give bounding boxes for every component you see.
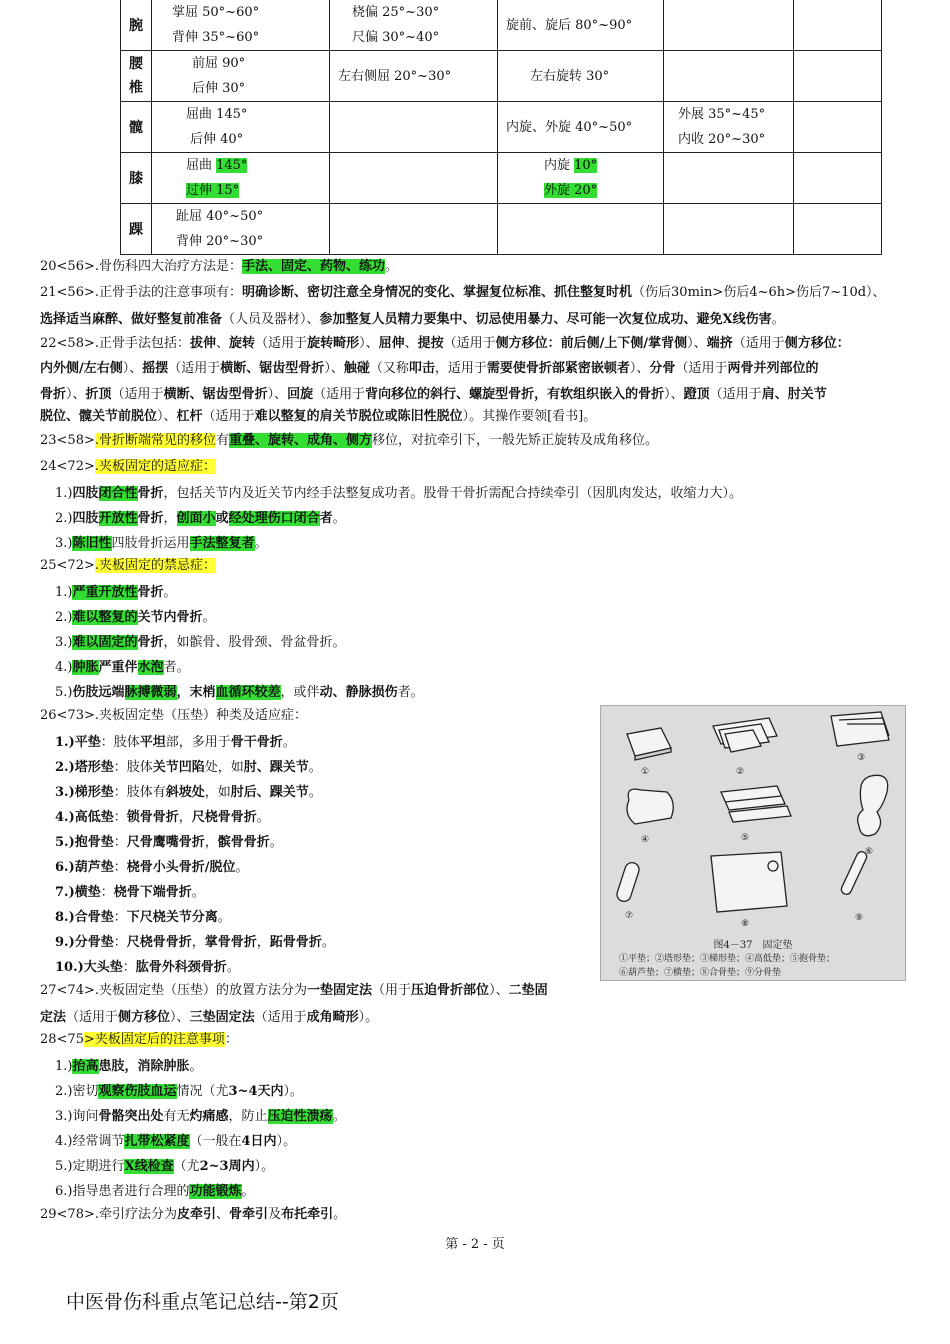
- range-cell: 掌屈 50°~60° 背伸 35°~60°: [152, 0, 330, 51]
- svg-text:⑨: ⑨: [855, 913, 864, 923]
- range-cell: [330, 153, 498, 204]
- note-26-item-8: 8.)合骨垫：下尺桡关节分离。: [55, 910, 231, 925]
- range-cell: [498, 204, 664, 255]
- note-28-item-1: 1.)抬高患肢，消除肿胀。: [55, 1059, 203, 1074]
- svg-text:③: ③: [857, 753, 866, 763]
- svg-text:⑦: ⑦: [625, 911, 634, 921]
- range-cell: [664, 51, 794, 102]
- table-row: [121, 0, 882, 51]
- note-24-item-2: 2.)四肢开放性骨折，创面小或经处理伤口闭合者。: [55, 511, 346, 526]
- note-26-item-4: 4.)高低垫：锁骨骨折，尺桡骨骨折。: [55, 810, 270, 825]
- note-21-line-2: 选择适当麻醉、做好整复前准备（人员及器材）、参加整复人员精力要集中、切忌使用暴力、尽可能一次复位成功、避免X线伤害。: [40, 312, 785, 327]
- joint-cell: 髋: [121, 102, 152, 153]
- svg-text:④: ④: [641, 835, 650, 845]
- page-number: 第 - 2 - 页: [445, 1237, 505, 1252]
- note-26-item-9: 9.)分骨垫：尺桡骨骨折，掌骨骨折，跖骨骨折。: [55, 935, 335, 950]
- range-cell: 前屈 90° 后伸 30°: [152, 51, 330, 102]
- joint-cell: 腰 椎: [121, 51, 152, 102]
- table-row: [121, 153, 882, 204]
- range-cell: [664, 153, 794, 204]
- note-28-title: 28<75>夹板固定后的注意事项：: [40, 1032, 238, 1047]
- range-cell: [330, 204, 498, 255]
- range-cell: [794, 153, 882, 204]
- svg-text:⑧: ⑧: [741, 919, 750, 929]
- document-footer-title: 中医骨伤科重点笔记总结--第2页: [66, 1291, 339, 1313]
- range-cell: [794, 0, 882, 51]
- range-cell: 内旋 10° 外旋 20°: [498, 153, 664, 204]
- figure-caption: 图4－37 固定垫: [713, 940, 793, 951]
- note-26-item-6: 6.)葫芦垫：桡骨小头骨折/脱位。: [55, 860, 249, 875]
- note-28-item-6: 6.)指导患者进行合理的功能锻炼。: [55, 1184, 255, 1199]
- note-28-item-5: 5.)定期进行X线检查（尤2~3周内）。: [55, 1159, 275, 1174]
- note-22-line-1: 22<58>.正骨手法包括：拔伸、旋转（适用于旋转畸形）、屈伸、提按（适用于侧方移位：前后侧/上下侧/掌背侧）、端挤（适用于侧方移位：: [40, 336, 850, 351]
- range-cell: 旋前、旋后 80°~90°: [498, 0, 664, 51]
- note-26-item-1: 1.)平垫：肢体平坦部，多用于骨干骨折。: [55, 735, 296, 750]
- table-row: [121, 51, 882, 102]
- range-of-motion-table: [120, 0, 882, 255]
- joint-cell: 踝: [121, 204, 152, 255]
- note-27-line-1: 27<74>.夹板固定垫（压垫）的放置方法分为一垫固定法（用于压迫骨折部位）、二垫固: [40, 983, 548, 998]
- svg-text:①: ①: [641, 767, 650, 777]
- joint-cell: 腕: [121, 0, 152, 51]
- svg-text:⑥: ⑥: [865, 847, 874, 857]
- note-26-item-3: 3.)梯形垫：肢体有斜坡处，如肘后、踝关节。: [55, 785, 322, 800]
- range-cell: 趾屈 40°~50° 背伸 20°~30°: [152, 204, 330, 255]
- note-26-item-10: 10.)大头垫：肱骨外科颈骨折。: [55, 960, 240, 975]
- range-cell: [794, 51, 882, 102]
- fixation-pad-figure: [600, 705, 906, 981]
- figure-legend-line-1: ①平垫；②塔形垫；③梯形垫；④高低垫；⑤抱骨垫；: [619, 954, 836, 964]
- note-26-item-5: 5.)抱骨垫：尺骨鹰嘴骨折，髌骨骨折。: [55, 835, 283, 850]
- range-cell: 外展 35°~45° 内收 20°~30°: [664, 102, 794, 153]
- note-22-line-2: 内外侧/左右侧）、摇摆（适用于横断、锯齿型骨折）、触碰（又称叩击，适用于需要使骨折部紧密嵌顿者）、分骨（适用于两骨并列部位的: [40, 361, 819, 376]
- note-20: 20<56>.骨伤科四大治疗方法是：手法、固定、药物、练功。: [40, 259, 399, 274]
- note-24-item-1: 1.)四肢闭合性骨折，包括关节内及近关节内经手法整复成功者。股骨干骨折需配合持续牵引（因肌肉发达，收缩力大）。: [55, 486, 743, 501]
- range-cell: 内旋、外旋 40°~50°: [498, 102, 664, 153]
- note-25-item-4: 4.)肿胀严重伴水泡者。: [55, 660, 190, 675]
- note-24-item-3: 3.)陈旧性四肢骨折运用手法整复者。: [55, 536, 268, 551]
- table-row: [121, 204, 882, 255]
- range-cell: [664, 0, 794, 51]
- range-cell: [330, 102, 498, 153]
- note-27-line-2: 定法（适用于侧方移位）、三垫固定法（适用于成角畸形）。: [40, 1010, 379, 1025]
- range-cell: 屈曲 145° 后伸 40°: [152, 102, 330, 153]
- fixation-pads-illustration: [601, 706, 905, 934]
- note-22-line-4: 脱位、髋关节前脱位）、杠杆（适用于难以整复的肩关节脱位或陈旧性脱位）。其操作要领[看书]。: [40, 409, 597, 424]
- note-28-item-4: 4.)经常调节扎带松紧度（一般在4日内）。: [55, 1134, 297, 1149]
- figure-legend-line-2: ⑥葫芦垫；⑦横垫；⑧合骨垫；⑨分骨垫: [619, 968, 782, 978]
- range-cell: 桡偏 25°~30° 尺偏 30°~40°: [330, 0, 498, 51]
- range-cell: [664, 204, 794, 255]
- note-26-title: 26<73>.夹板固定垫（压垫）种类及适应症：: [40, 708, 308, 723]
- table-row: [121, 102, 882, 153]
- range-cell: [794, 102, 882, 153]
- note-23: 23<58>.骨折断端常见的移位有重叠、旋转、成角、侧方移位，对抗牵引下，一般先矫正旋转及成角移位。: [40, 433, 659, 448]
- note-25-item-2: 2.)难以整复的关节内骨折。: [55, 610, 216, 625]
- note-28-item-3: 3.)询问骨骼突出处有无灼痛感，防止压迫性溃疡。: [55, 1109, 346, 1124]
- joint-cell: 膝: [121, 153, 152, 204]
- range-cell: 左右旋转 30°: [498, 51, 664, 102]
- note-21-line-1: 21<56>.正骨手法的注意事项有：明确诊断、密切注意全身情况的变化、掌握复位标准、抓住整复时机（伤后30min>伤后4~6h>伤后7~10d）、: [40, 285, 886, 300]
- note-24-title: 24<72>.夹板固定的适应症：: [40, 459, 217, 474]
- note-26-item-2: 2.)塔形垫：肢体关节凹陷处，如肘、踝关节。: [55, 760, 322, 775]
- range-cell: [794, 204, 882, 255]
- range-cell: 左右侧屈 20°~30°: [330, 51, 498, 102]
- note-25-title: 25<72>.夹板固定的禁忌症：: [40, 558, 217, 573]
- note-25-item-1: 1.)严重开放性骨折。: [55, 585, 177, 600]
- svg-text:⑤: ⑤: [741, 833, 750, 843]
- svg-text:②: ②: [736, 767, 745, 777]
- note-29: 29<78>.牵引疗法分为皮牵引、骨牵引及布托牵引。: [40, 1207, 347, 1222]
- note-25-item-3: 3.)难以固定的骨折，如髌骨、股骨颈、骨盆骨折。: [55, 635, 346, 650]
- note-22-line-3: 骨折）、折顶（适用于横断、锯齿型骨折）、回旋（适用于背向移位的斜行、螺旋型骨折，有软组织嵌入的骨折）、蹬顶（适用于肩、肘关节: [40, 387, 827, 402]
- note-25-item-5: 5.)伤肢远端脉搏微弱，末梢血循环较差，或伴动、静脉损伤者。: [55, 685, 424, 700]
- note-26-item-7: 7.)横垫：桡骨下端骨折。: [55, 885, 205, 900]
- range-cell: 屈曲 145° 过伸 15°: [152, 153, 330, 204]
- note-28-item-2: 2.)密切观察伤肢血运情况（尤3~4天内）。: [55, 1084, 304, 1099]
